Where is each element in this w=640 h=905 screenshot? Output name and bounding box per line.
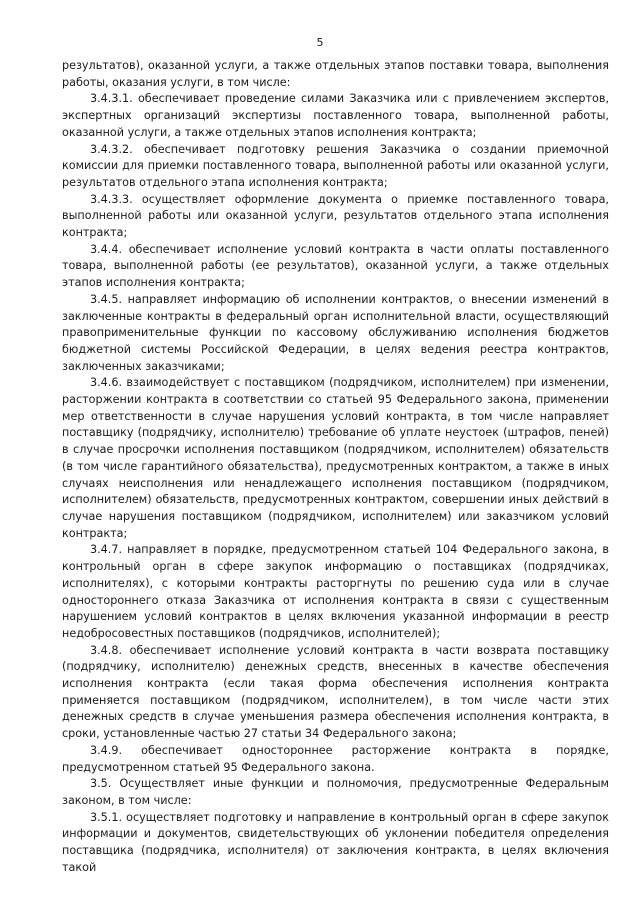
paragraph-3-5: 3.5. Осуществляет иные функции и полномочия, предусмотренные Федеральным законом, в том числе: xyxy=(62,777,609,807)
paragraph-continuation: результатов), оказанной услуги, а также отдельных этапов поставки товара, выполнения работы, оказания услуги, в том числе: xyxy=(62,59,609,89)
page-number: 5 xyxy=(316,36,324,49)
paragraph-3-4-6: 3.4.6. взаимодействует с поставщиком (подрядчиком, исполнителем) при изменении, расторжении контракта в соответствии со статьей 95 Федерального закона, применении мер ответственности в случае нарушения условий контракта, в том числе направляет поставщику (подрядчику, исполнителю) требование об уплате неустоек (штрафов, пеней) в случае просрочки исполнения поставщиком (подрядчиком, исполнителем) обязательств (в том числе гарантийного обязательства), предусмотренных контрактом, а также в иных случаях неисполнения или ненадлежащего исполнения поставщиком (подрядчиком, исполнителем) обязательств, предусмотренных контрактом, совершении иных действий в случае нарушения поставщиком (подрядчиком, исполнителем) или заказчиком условий контракта; xyxy=(62,376,609,540)
paragraph-3-4-3-2: 3.4.3.2. обеспечивает подготовку решения Заказчика о создании приемочной комиссии для приемки поставленного товара, выполненной работы или оказанной услуги, результатов отдельного этапа исполнения контракта; xyxy=(62,142,609,189)
paragraph-3-4-8: 3.4.8. обеспечивает исполнение условий контракта в части возврата поставщику (подрядчику, исполнителю) денежных средств, внесенных в качестве обеспечения исполнения контракта (если такая форма обеспечения исполнения контракта применяется поставщиком (подрядчиком, исполнителем), в том числе части этих денежных средств в случае уменьшения размера обеспечения исполнения контракта, в сроки, установленные частью 27 статьи 34 Федерального закона; xyxy=(62,643,609,741)
paragraph-3-5-1: 3.5.1. осуществляет подготовку и направление в контрольный орган в сфере закупок информации и документов, свидетельствующих об уклонении победителя определения поставщика (подрядчика, исполнителя) от заключения контракта, в целях включения такой xyxy=(62,810,609,874)
paragraph-3-4-5: 3.4.5. направляет информацию об исполнении контрактов, о внесении изменений в заключенные контракты в федеральный орган исполнительной власти, осуществляющий правоприменительные функции по кассовому обслуживанию исполнения бюджетов бюджетной системы Российской Федерации, в целях ведения реестра контрактов, заключенных заказчиками; xyxy=(62,292,609,373)
paragraph-3-4-4: 3.4.4. обеспечивает исполнение условий контракта в части оплаты поставленного товара, выполненной работы (ее результатов), оказанной услуги, а также отдельных этапов исполнения контракта; xyxy=(62,242,609,290)
document-body xyxy=(62,58,609,876)
paragraph-3-4-9: 3.4.9. обеспечивает одностороннее расторжение контракта в порядке, предусмотренном статьей 95 Федерального закона. xyxy=(62,743,609,774)
paragraph-3-4-7: 3.4.7. направляет в порядке, предусмотренном статьей 104 Федерального закона, в контрольный орган в сфере закупок информацию о поставщиках (подрядчиках, исполнителях), с которыми контракты расторгнуты по решению суда или в случае одностороннего отказа Заказчика от исполнения контракта в связи с существенным нарушением условий контрактов в целях включения указанной информации в реестр недобросовестных поставщиков (подрядчиков, исполнителей); xyxy=(62,543,609,640)
paragraph-3-4-3-3: 3.4.3.3. осуществляет оформление документа о приемке поставленного товара, выполненной работы или оказанной услуги, результатов отдельного этапа исполнения контракта; xyxy=(62,192,609,240)
paragraph-3-4-3-1: 3.4.3.1. обеспечивает проведение силами Заказчика или с привлечением экспертов, экспертных организаций экспертизы поставленного товара, выполненной работы, оказанной услуги, а также отдельных этапов исполнения контракта; xyxy=(62,92,609,139)
